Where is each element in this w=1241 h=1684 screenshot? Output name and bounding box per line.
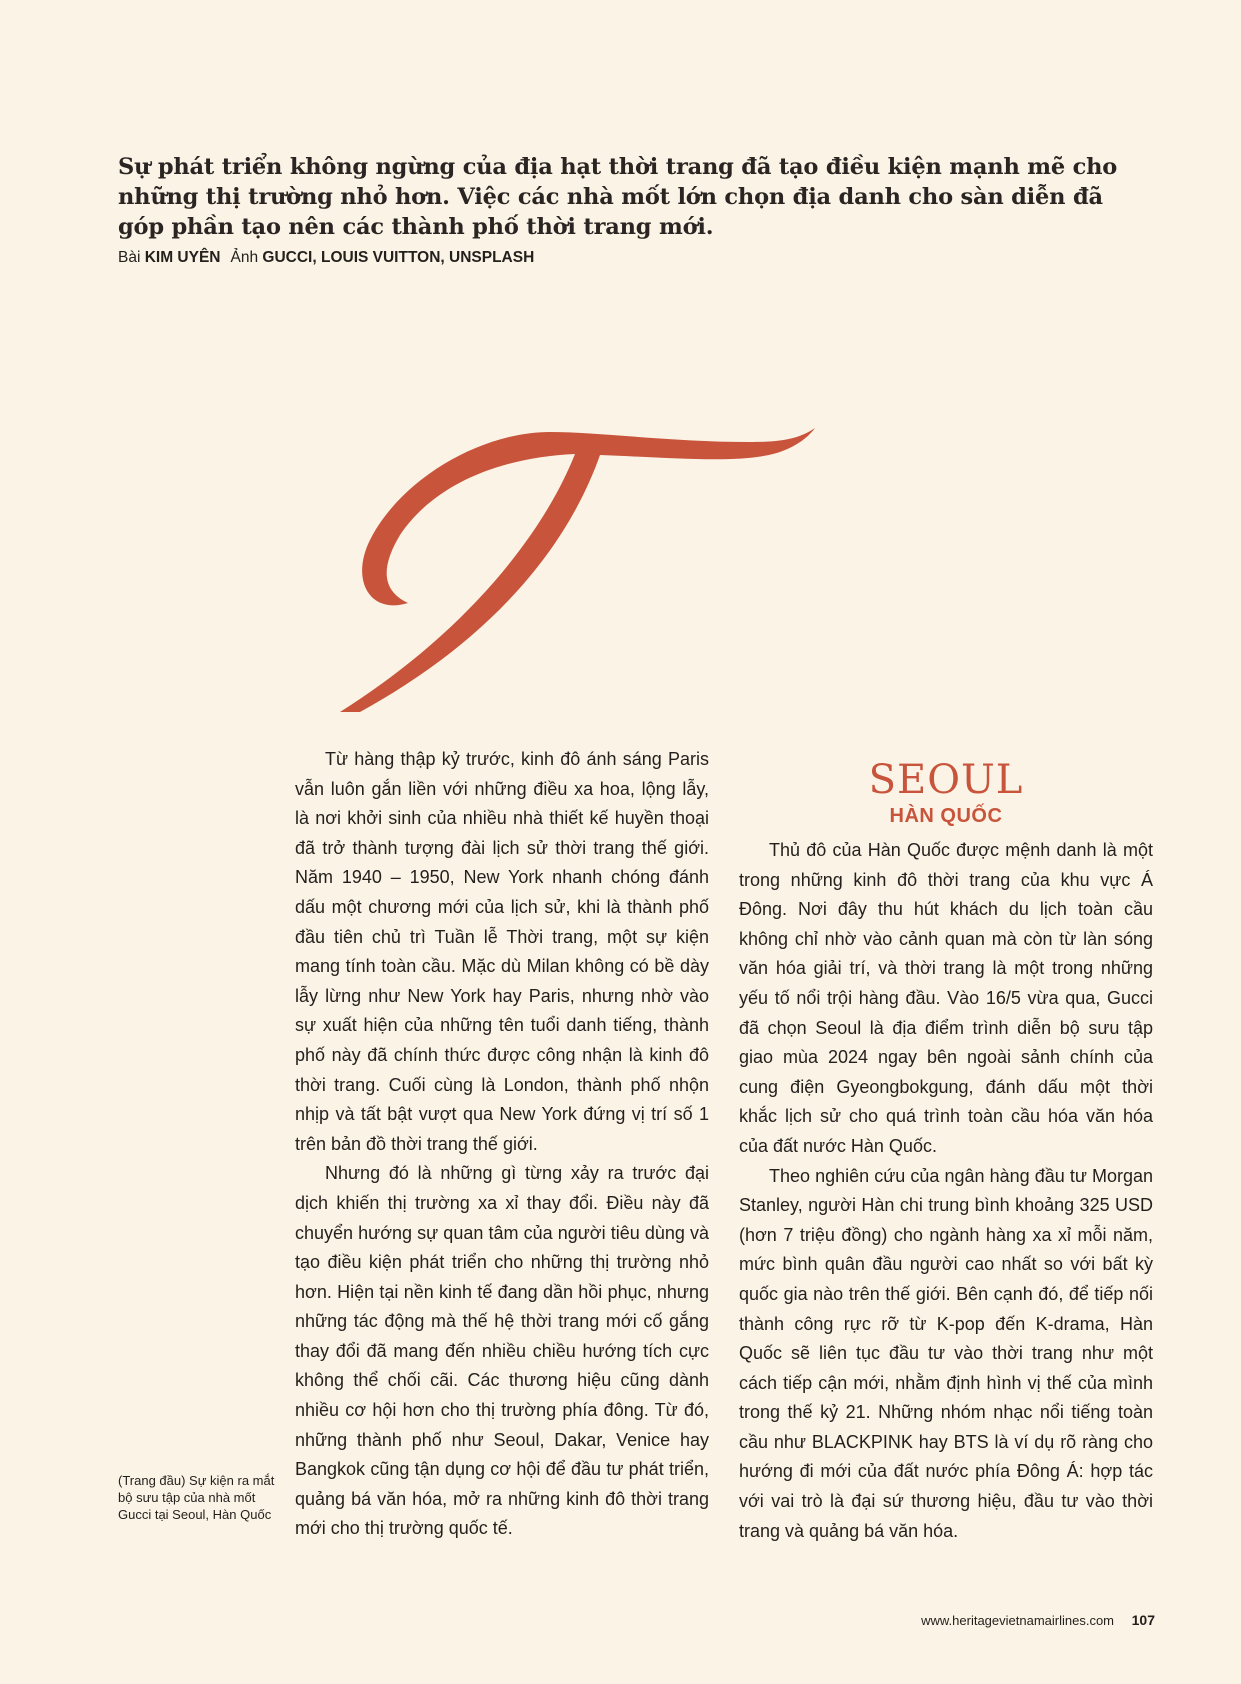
photo-credit: GUCCI, LOUIS VUITTON, UNSPLASH — [262, 249, 535, 266]
paragraph: Từ hàng thập kỷ trước, kinh đô ánh sáng Paris vẫn luôn gắn liền với những điều xa hoa, lộng lẫy, là nơi khởi sinh của nhiều nhà thiết kế huyền thoại đã trở thành tượng đài lịch sử thời trang thế giới. Năm 1940 – 1950, New York nhanh chóng đánh dấu một chương mới của lịch sử, khi là thành phố đầu tiên chủ trì Tuần lễ Thời trang, một sự kiện mang tính toàn cầu. Mặc dù Milan không có bề dày lẫy lừng như New York hay Paris, nhưng nhờ vào sự xuất hiện của những tên tuổi danh tiếng, thành phố này đã chính thức được công nhận là kinh đô thời trang. Cuối cùng là London, thành phố nhộn nhịp và tất bật vượt qua New York đứng vị trí số 1 trên bản đồ thời trang thế giới. — [295, 749, 709, 1154]
author-label: Bài — [118, 249, 141, 266]
photo-caption: (Trang đầu) Sự kiện ra mắt bộ sưu tập của nhà mốt Gucci tại Seoul, Hàn Quốc — [118, 1473, 275, 1522]
website-url: www.heritagevietnamairlines.com — [921, 1613, 1115, 1628]
byline — [118, 249, 818, 267]
paragraph: Thủ đô của Hàn Quốc được mệnh danh là một trong những kinh đô thời trang của khu vực Á Đông. Nơi đây thu hút khách du lịch toàn cầu không chỉ nhờ vào cảnh quan mà còn từ làn sóng văn hóa giải trí, và thời trang là một trong những yếu tố nổi trội hàng đầu. Vào 16/5 vừa qua, Gucci đã chọn Seoul là địa điểm trình diễn bộ sưu tập giao mùa 2024 ngay bên ngoài sảnh chính của cung điện Gyeongbokgung, đánh dấu một thời khắc lịch sử cho quá trình toàn cầu hóa văn hóa của đất nước Hàn Quốc. — [739, 840, 1153, 1156]
section-title-city: SEOUL — [868, 757, 1024, 803]
article-column-left — [295, 745, 709, 1544]
intro-lede: Sự phát triển không ngừng của địa hạt thời trang đã tạo điều kiện mạnh mẽ cho những thị trường nhỏ hơn. Việc các nhà mốt lớn chọn địa danh cho sàn diễn đã góp phần tạo nên các thành phố thời trang mới. — [118, 154, 1118, 240]
dropcap-t — [330, 420, 830, 720]
page-number: 107 — [1131, 1612, 1155, 1628]
article-column-right — [739, 836, 1153, 1546]
photo-label: Ảnh — [230, 249, 259, 266]
page-footer — [921, 1612, 1155, 1628]
author-name: KIM UYÊN — [144, 249, 221, 266]
section-subtitle-country: HÀN QUỐC — [889, 805, 1003, 827]
paragraph: Theo nghiên cứu của ngân hàng đầu tư Morgan Stanley, người Hàn chi trung bình khoảng 325 USD (hơn 7 triệu đồng) cho ngành hàng xa xỉ mỗi năm, mức bình quân đầu người cao nhất so với bất kỳ quốc gia nào trên thế giới. Bên cạnh đó, để tiếp nối thành công rực rỡ từ K-pop đến K-drama, Hàn Quốc sẽ liên tục đầu tư vào thời trang như một cách tiếp cận mới, nhằm định hình vị thế của mình trong thế kỷ 21. Những nhóm nhạc nổi tiếng toàn cầu như BLACKPINK hay BTS là ví dụ rõ ràng cho hướng đi mới của đất nước phía Đông Á: hợp tác với vai trò là đại sứ thương hiệu, đầu tư vào thời trang và quảng bá văn hóa. — [739, 1165, 1153, 1541]
paragraph: Nhưng đó là những gì từng xảy ra trước đại dịch khiến thị trường xa xỉ thay đổi. Điều này đã chuyển hướng sự quan tâm của người tiêu dùng và tạo điều kiện phát triển cho những thị trường nhỏ hơn. Hiện tại nền kinh tế đang dần hồi phục, nhưng những tác động mà thế hệ thời trang mới cố gắng thay đổi đã mang đến nhiều chiều hướng tích cực không thể chối cãi. Các thương hiệu cũng dành nhiều cơ hội hơn cho thị trường phía đông. Từ đó, những thành phố như Seoul, Dakar, Venice hay Bangkok cũng tận dụng cơ hội để đầu tư phát triển, quảng bá văn hóa, mở ra những kinh đô thời trang mới cho thị trường quốc tế. — [295, 1163, 709, 1539]
